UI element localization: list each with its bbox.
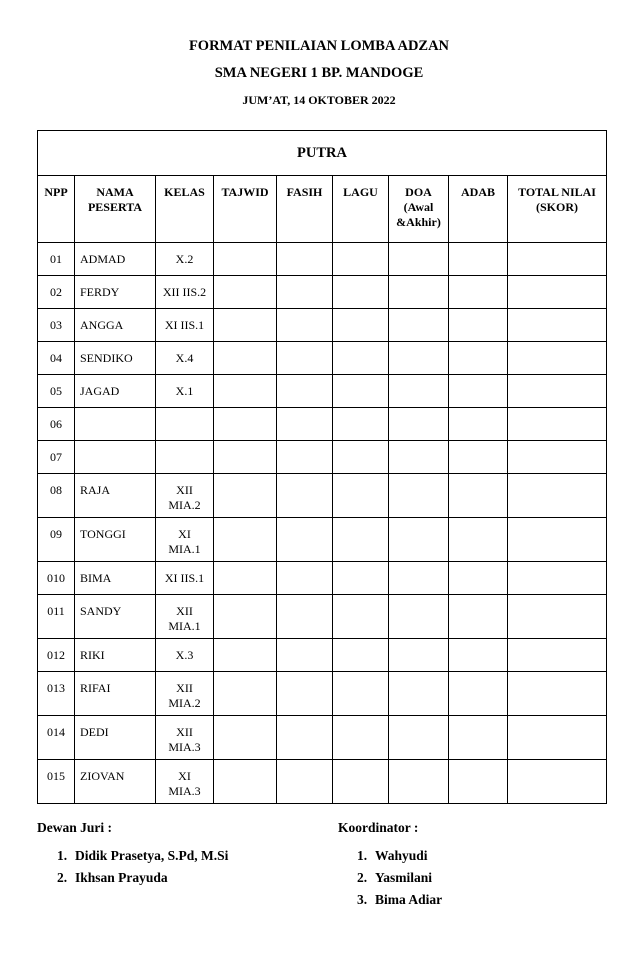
cell-total[interactable] <box>508 672 607 716</box>
cell-npp: 07 <box>38 441 75 474</box>
table-row <box>38 243 607 276</box>
cell-tajwid[interactable] <box>214 672 277 716</box>
cell-nama: ANGGA <box>75 309 156 342</box>
signatory-name: Bima Adiar <box>375 892 443 907</box>
cell-npp: 02 <box>38 276 75 309</box>
signatory-number: 2. <box>57 870 68 885</box>
event-date: JUM’AT, 14 OKTOBER 2022 <box>242 93 396 107</box>
cell-lagu[interactable] <box>333 672 389 716</box>
cell-nama: ADMAD <box>75 243 156 276</box>
cell-npp: 012 <box>38 639 75 672</box>
signatory-number: 2. <box>357 870 368 885</box>
cell-kelas: XII IIS.2 <box>156 276 214 309</box>
signatory-name: Ikhsan Prayuda <box>75 870 168 885</box>
cell-npp: 01 <box>38 243 75 276</box>
cell-doa[interactable] <box>389 595 449 639</box>
cell-fasih[interactable] <box>277 474 333 518</box>
cell-doa[interactable] <box>389 408 449 441</box>
table-row <box>38 408 607 441</box>
koordinator-label: Koordinator : <box>338 820 419 835</box>
table-row <box>38 342 607 375</box>
cell-tajwid[interactable] <box>214 518 277 562</box>
cell-npp: 015 <box>38 760 75 804</box>
cell-adab[interactable] <box>449 441 508 474</box>
cell-adab[interactable] <box>449 562 508 595</box>
signatory-name: Didik Prasetya, S.Pd, M.Si <box>75 848 229 863</box>
cell-nama: RIFAI <box>75 672 156 716</box>
cell-kelas: XI IIS.1 <box>156 562 214 595</box>
cell-npp: 09 <box>38 518 75 562</box>
cell-npp: 08 <box>38 474 75 518</box>
cell-adab[interactable] <box>449 760 508 804</box>
cell-adab[interactable] <box>449 595 508 639</box>
cell-fasih[interactable] <box>277 639 333 672</box>
cell-tajwid[interactable] <box>214 595 277 639</box>
cell-fasih[interactable] <box>277 441 333 474</box>
cell-lagu[interactable] <box>333 408 389 441</box>
cell-total[interactable] <box>508 276 607 309</box>
cell-total[interactable] <box>508 639 607 672</box>
cell-nama: BIMA <box>75 562 156 595</box>
cell-nama: RAJA <box>75 474 156 518</box>
signatory-name: Wahyudi <box>375 848 428 863</box>
cell-total[interactable] <box>508 562 607 595</box>
cell-lagu[interactable] <box>333 518 389 562</box>
column-header-fasih: FASIH <box>277 176 333 243</box>
column-header-npp: NPP <box>38 176 75 243</box>
cell-total[interactable] <box>508 408 607 441</box>
cell-lagu[interactable] <box>333 309 389 342</box>
group-title: PUTRA <box>38 131 607 176</box>
table-row <box>38 760 607 804</box>
signatory-number: 1. <box>357 848 368 863</box>
cell-adab[interactable] <box>449 243 508 276</box>
cell-kelas <box>156 408 214 441</box>
cell-adab[interactable] <box>449 474 508 518</box>
cell-tajwid[interactable] <box>214 342 277 375</box>
cell-lagu[interactable] <box>333 375 389 408</box>
cell-kelas: X.4 <box>156 342 214 375</box>
cell-adab[interactable] <box>449 518 508 562</box>
cell-total[interactable] <box>508 474 607 518</box>
cell-npp: 014 <box>38 716 75 760</box>
cell-adab[interactable] <box>449 342 508 375</box>
cell-npp: 06 <box>38 408 75 441</box>
cell-total[interactable] <box>508 595 607 639</box>
cell-tajwid[interactable] <box>214 408 277 441</box>
cell-nama: DEDI <box>75 716 156 760</box>
cell-lagu[interactable] <box>333 474 389 518</box>
cell-nama: TONGGI <box>75 518 156 562</box>
signatory-item <box>357 889 442 911</box>
cell-fasih[interactable] <box>277 672 333 716</box>
table-row <box>38 276 607 309</box>
cell-adab[interactable] <box>449 639 508 672</box>
cell-kelas: XII MIA.2 <box>156 672 214 716</box>
cell-kelas: X.1 <box>156 375 214 408</box>
cell-adab[interactable] <box>449 672 508 716</box>
juri-list <box>57 845 228 889</box>
cell-kelas: XI IIS.1 <box>156 309 214 342</box>
cell-tajwid[interactable] <box>214 474 277 518</box>
cell-fasih[interactable] <box>277 562 333 595</box>
signatory-item <box>57 845 228 867</box>
cell-adab[interactable] <box>449 309 508 342</box>
column-header-adab: ADAB <box>449 176 508 243</box>
cell-doa[interactable] <box>389 518 449 562</box>
table-row <box>38 375 607 408</box>
cell-total[interactable] <box>508 760 607 804</box>
cell-npp: 010 <box>38 562 75 595</box>
cell-kelas: XII MIA.1 <box>156 595 214 639</box>
cell-kelas: XII MIA.2 <box>156 474 214 518</box>
cell-tajwid[interactable] <box>214 243 277 276</box>
score-table <box>37 130 607 804</box>
cell-lagu[interactable] <box>333 243 389 276</box>
cell-kelas <box>156 441 214 474</box>
koordinator-list <box>357 845 442 911</box>
table-row <box>38 639 607 672</box>
column-header-total: TOTAL NILAI (SKOR) <box>508 176 607 243</box>
table-row <box>38 672 607 716</box>
cell-nama: SANDY <box>75 595 156 639</box>
cell-fasih[interactable] <box>277 408 333 441</box>
cell-npp: 03 <box>38 309 75 342</box>
signatory-number: 1. <box>57 848 68 863</box>
cell-doa[interactable] <box>389 474 449 518</box>
cell-fasih[interactable] <box>277 716 333 760</box>
cell-nama <box>75 441 156 474</box>
table-row <box>38 474 607 518</box>
table-row <box>38 562 607 595</box>
column-header-doa: DOA (Awal &Akhir) <box>389 176 449 243</box>
cell-kelas: X.3 <box>156 639 214 672</box>
signatory-name: Yasmilani <box>375 870 433 885</box>
cell-fasih[interactable] <box>277 342 333 375</box>
cell-doa[interactable] <box>389 342 449 375</box>
cell-total[interactable] <box>508 518 607 562</box>
cell-nama: FERDY <box>75 276 156 309</box>
table-body <box>38 243 607 804</box>
column-header-row <box>38 176 607 243</box>
cell-nama: JAGAD <box>75 375 156 408</box>
cell-kelas: X.2 <box>156 243 214 276</box>
cell-npp: 04 <box>38 342 75 375</box>
cell-nama: RIKI <box>75 639 156 672</box>
cell-doa[interactable] <box>389 309 449 342</box>
cell-lagu[interactable] <box>333 639 389 672</box>
cell-tajwid[interactable] <box>214 639 277 672</box>
cell-total[interactable] <box>508 342 607 375</box>
cell-total[interactable] <box>508 441 607 474</box>
cell-tajwid[interactable] <box>214 276 277 309</box>
cell-doa[interactable] <box>389 441 449 474</box>
cell-doa[interactable] <box>389 276 449 309</box>
cell-lagu[interactable] <box>333 716 389 760</box>
cell-lagu[interactable] <box>333 276 389 309</box>
signatory-item <box>57 867 228 889</box>
table-row <box>38 716 607 760</box>
cell-fasih[interactable] <box>277 276 333 309</box>
signatory-number: 3. <box>357 892 368 907</box>
cell-fasih[interactable] <box>277 243 333 276</box>
cell-kelas: XII MIA.3 <box>156 716 214 760</box>
table-row <box>38 518 607 562</box>
cell-total[interactable] <box>508 375 607 408</box>
cell-doa[interactable] <box>389 375 449 408</box>
cell-lagu[interactable] <box>333 441 389 474</box>
cell-nama <box>75 408 156 441</box>
cell-nama: SENDIKO <box>75 342 156 375</box>
column-header-tajwid: TAJWID <box>214 176 277 243</box>
cell-doa[interactable] <box>389 760 449 804</box>
column-header-kelas: KELAS <box>156 176 214 243</box>
cell-adab[interactable] <box>449 276 508 309</box>
cell-lagu[interactable] <box>333 562 389 595</box>
cell-fasih[interactable] <box>277 760 333 804</box>
cell-tajwid[interactable] <box>214 375 277 408</box>
cell-doa[interactable] <box>389 672 449 716</box>
cell-nama: ZIOVAN <box>75 760 156 804</box>
signatory-item <box>357 845 442 867</box>
cell-tajwid[interactable] <box>214 716 277 760</box>
cell-npp: 05 <box>38 375 75 408</box>
cell-doa[interactable] <box>389 639 449 672</box>
table-row <box>38 595 607 639</box>
cell-fasih[interactable] <box>277 309 333 342</box>
cell-adab[interactable] <box>449 716 508 760</box>
cell-doa[interactable] <box>389 243 449 276</box>
table-row <box>38 441 607 474</box>
column-header-lagu: LAGU <box>333 176 389 243</box>
cell-adab[interactable] <box>449 408 508 441</box>
cell-tajwid[interactable] <box>214 309 277 342</box>
column-header-nama: NAMA PESERTA <box>75 176 156 243</box>
cell-tajwid[interactable] <box>214 760 277 804</box>
cell-tajwid[interactable] <box>214 562 277 595</box>
cell-total[interactable] <box>508 309 607 342</box>
cell-fasih[interactable] <box>277 375 333 408</box>
cell-npp: 013 <box>38 672 75 716</box>
cell-fasih[interactable] <box>277 595 333 639</box>
table-row <box>38 309 607 342</box>
cell-tajwid[interactable] <box>214 441 277 474</box>
cell-fasih[interactable] <box>277 518 333 562</box>
cell-npp: 011 <box>38 595 75 639</box>
cell-doa[interactable] <box>389 562 449 595</box>
signatory-item <box>357 867 442 889</box>
juri-label: Dewan Juri : <box>37 820 112 835</box>
cell-total[interactable] <box>508 716 607 760</box>
cell-kelas: XI MIA.3 <box>156 760 214 804</box>
cell-lagu[interactable] <box>333 595 389 639</box>
cell-doa[interactable] <box>389 716 449 760</box>
document-title: FORMAT PENILAIAN LOMBA ADZAN <box>188 38 450 54</box>
cell-kelas: XI MIA.1 <box>156 518 214 562</box>
cell-total[interactable] <box>508 243 607 276</box>
cell-lagu[interactable] <box>333 760 389 804</box>
cell-adab[interactable] <box>449 375 508 408</box>
school-name: SMA NEGERI 1 BP. MANDOGE <box>214 65 424 81</box>
cell-lagu[interactable] <box>333 342 389 375</box>
